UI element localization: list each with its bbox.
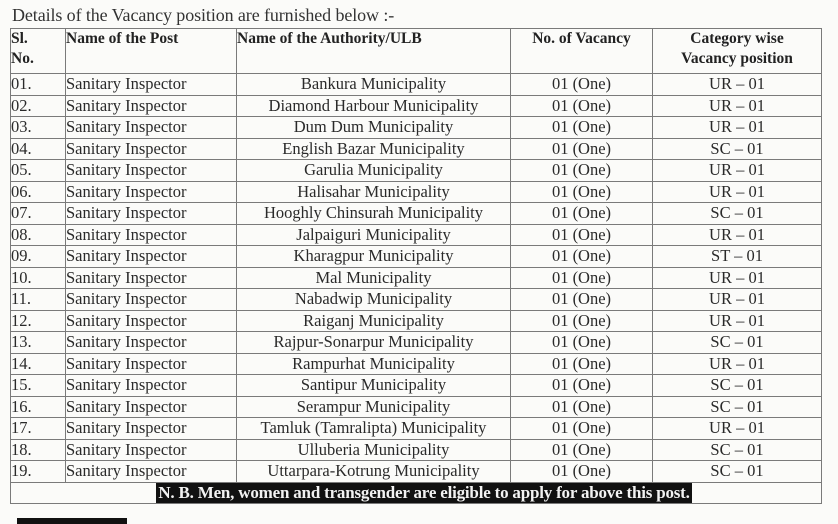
- post-cell: Sanitary Inspector: [66, 353, 237, 375]
- sl-no-cell: 08.: [11, 224, 66, 246]
- authority-cell: Dum Dum Municipality: [237, 117, 511, 139]
- sl-no-cell: 19.: [11, 461, 66, 483]
- category-cell: UR – 01: [653, 224, 822, 246]
- category-cell: UR – 01: [653, 95, 822, 117]
- sl-no-cell: 18.: [11, 439, 66, 461]
- vacancy-cell: 01 (One): [511, 138, 653, 160]
- vacancy-cell: 01 (One): [511, 439, 653, 461]
- table-row: [11, 289, 822, 311]
- authority-cell: Tamluk (Tamralipta) Municipality: [237, 418, 511, 440]
- table-row: [11, 95, 822, 117]
- table-row: [11, 267, 822, 289]
- category-cell: UR – 01: [653, 310, 822, 332]
- category-cell: SC – 01: [653, 203, 822, 225]
- post-cell: Sanitary Inspector: [66, 418, 237, 440]
- vacancy-cell: 01 (One): [511, 181, 653, 203]
- category-cell: SC – 01: [653, 375, 822, 397]
- table-header-row: [11, 29, 822, 74]
- redaction-bar: [17, 518, 127, 524]
- post-cell: Sanitary Inspector: [66, 95, 237, 117]
- table-row: [11, 246, 822, 268]
- sl-no-cell: 12.: [11, 310, 66, 332]
- post-cell: Sanitary Inspector: [66, 332, 237, 354]
- vacancy-cell: 01 (One): [511, 224, 653, 246]
- sl-no-cell: 17.: [11, 418, 66, 440]
- category-cell: SC – 01: [653, 138, 822, 160]
- vacancy-cell: 01 (One): [511, 375, 653, 397]
- table-row: [11, 181, 822, 203]
- post-cell: Sanitary Inspector: [66, 203, 237, 225]
- sl-no-cell: 14.: [11, 353, 66, 375]
- sl-no-cell: 02.: [11, 95, 66, 117]
- authority-cell: Garulia Municipality: [237, 160, 511, 182]
- table-row: [11, 461, 822, 483]
- vacancy-cell: 01 (One): [511, 461, 653, 483]
- vacancy-table: [10, 28, 822, 504]
- authority-cell: Uttarpara-Kotrung Municipality: [237, 461, 511, 483]
- authority-cell: English Bazar Municipality: [237, 138, 511, 160]
- authority-cell: Diamond Harbour Municipality: [237, 95, 511, 117]
- category-cell: UR – 01: [653, 160, 822, 182]
- category-cell: UR – 01: [653, 74, 822, 96]
- category-cell: ST – 01: [653, 246, 822, 268]
- authority-cell: Bankura Municipality: [237, 74, 511, 96]
- post-cell: Sanitary Inspector: [66, 461, 237, 483]
- post-cell: Sanitary Inspector: [66, 74, 237, 96]
- category-cell: UR – 01: [653, 418, 822, 440]
- authority-cell: Rajpur-Sonarpur Municipality: [237, 332, 511, 354]
- table-row: [11, 439, 822, 461]
- post-cell: Sanitary Inspector: [66, 439, 237, 461]
- header-sl-line2: No.: [11, 50, 34, 67]
- header-vacancy: No. of Vacancy: [511, 29, 653, 74]
- sl-no-cell: 11.: [11, 289, 66, 311]
- table-row: [11, 74, 822, 96]
- vacancy-cell: 01 (One): [511, 332, 653, 354]
- sl-no-cell: 06.: [11, 181, 66, 203]
- sl-no-cell: 09.: [11, 246, 66, 268]
- category-cell: UR – 01: [653, 181, 822, 203]
- sl-no-cell: 16.: [11, 396, 66, 418]
- authority-cell: Nabadwip Municipality: [237, 289, 511, 311]
- category-cell: SC – 01: [653, 332, 822, 354]
- authority-cell: Kharagpur Municipality: [237, 246, 511, 268]
- authority-cell: Serampur Municipality: [237, 396, 511, 418]
- sl-no-cell: 15.: [11, 375, 66, 397]
- note-row: [11, 482, 822, 504]
- vacancy-cell: 01 (One): [511, 418, 653, 440]
- vacancy-cell: 01 (One): [511, 310, 653, 332]
- post-cell: Sanitary Inspector: [66, 117, 237, 139]
- vacancy-cell: 01 (One): [511, 95, 653, 117]
- post-cell: Sanitary Inspector: [66, 267, 237, 289]
- vacancy-cell: 01 (One): [511, 289, 653, 311]
- authority-cell: Mal Municipality: [237, 267, 511, 289]
- post-cell: Sanitary Inspector: [66, 375, 237, 397]
- post-cell: Sanitary Inspector: [66, 396, 237, 418]
- category-cell: UR – 01: [653, 353, 822, 375]
- vacancy-cell: 01 (One): [511, 203, 653, 225]
- table-row: [11, 396, 822, 418]
- vacancy-cell: 01 (One): [511, 267, 653, 289]
- category-cell: UR – 01: [653, 267, 822, 289]
- authority-cell: Rampurhat Municipality: [237, 353, 511, 375]
- sl-no-cell: 05.: [11, 160, 66, 182]
- header-authority: Name of the Authority/ULB: [237, 29, 511, 74]
- authority-cell: Santipur Municipality: [237, 375, 511, 397]
- table-row: [11, 138, 822, 160]
- table-row: [11, 332, 822, 354]
- category-cell: UR – 01: [653, 289, 822, 311]
- table-row: [11, 224, 822, 246]
- table-row: [11, 310, 822, 332]
- category-cell: UR – 01: [653, 117, 822, 139]
- header-sl-line1: Sl.: [11, 30, 28, 47]
- table-row: [11, 160, 822, 182]
- authority-cell: Ulluberia Municipality: [237, 439, 511, 461]
- table-row: [11, 117, 822, 139]
- post-cell: Sanitary Inspector: [66, 289, 237, 311]
- vacancy-cell: 01 (One): [511, 246, 653, 268]
- authority-cell: Jalpaiguri Municipality: [237, 224, 511, 246]
- vacancy-cell: 01 (One): [511, 353, 653, 375]
- authority-cell: Halisahar Municipality: [237, 181, 511, 203]
- authority-cell: Raiganj Municipality: [237, 310, 511, 332]
- post-cell: Sanitary Inspector: [66, 246, 237, 268]
- category-cell: SC – 01: [653, 461, 822, 483]
- sl-no-cell: 13.: [11, 332, 66, 354]
- header-category-line2: Vacancy position: [681, 50, 793, 67]
- post-cell: Sanitary Inspector: [66, 138, 237, 160]
- vacancy-cell: 01 (One): [511, 74, 653, 96]
- sl-no-cell: 04.: [11, 138, 66, 160]
- header-category: [653, 29, 822, 74]
- sl-no-cell: 10.: [11, 267, 66, 289]
- table-row: [11, 203, 822, 225]
- authority-cell: Hooghly Chinsurah Municipality: [237, 203, 511, 225]
- sl-no-cell: 03.: [11, 117, 66, 139]
- table-body: [11, 74, 822, 483]
- post-cell: Sanitary Inspector: [66, 181, 237, 203]
- header-category-line1: Category wise: [690, 30, 784, 47]
- post-cell: Sanitary Inspector: [66, 224, 237, 246]
- post-cell: Sanitary Inspector: [66, 310, 237, 332]
- header-sl-no: [11, 29, 66, 74]
- note-cell: [11, 482, 822, 504]
- table-row: [11, 353, 822, 375]
- post-cell: Sanitary Inspector: [66, 160, 237, 182]
- table-row: [11, 418, 822, 440]
- header-post: Name of the Post: [66, 29, 237, 74]
- sl-no-cell: 07.: [11, 203, 66, 225]
- category-cell: SC – 01: [653, 396, 822, 418]
- intro-text: Details of the Vacancy position are furnished below :-: [12, 5, 395, 25]
- sl-no-cell: 01.: [11, 74, 66, 96]
- vacancy-cell: 01 (One): [511, 396, 653, 418]
- table-row: [11, 375, 822, 397]
- eligibility-note: N. B. Men, women and transgender are eligible to apply for above this post.: [158, 482, 690, 502]
- category-cell: SC – 01: [653, 439, 822, 461]
- vacancy-cell: 01 (One): [511, 160, 653, 182]
- vacancy-cell: 01 (One): [511, 117, 653, 139]
